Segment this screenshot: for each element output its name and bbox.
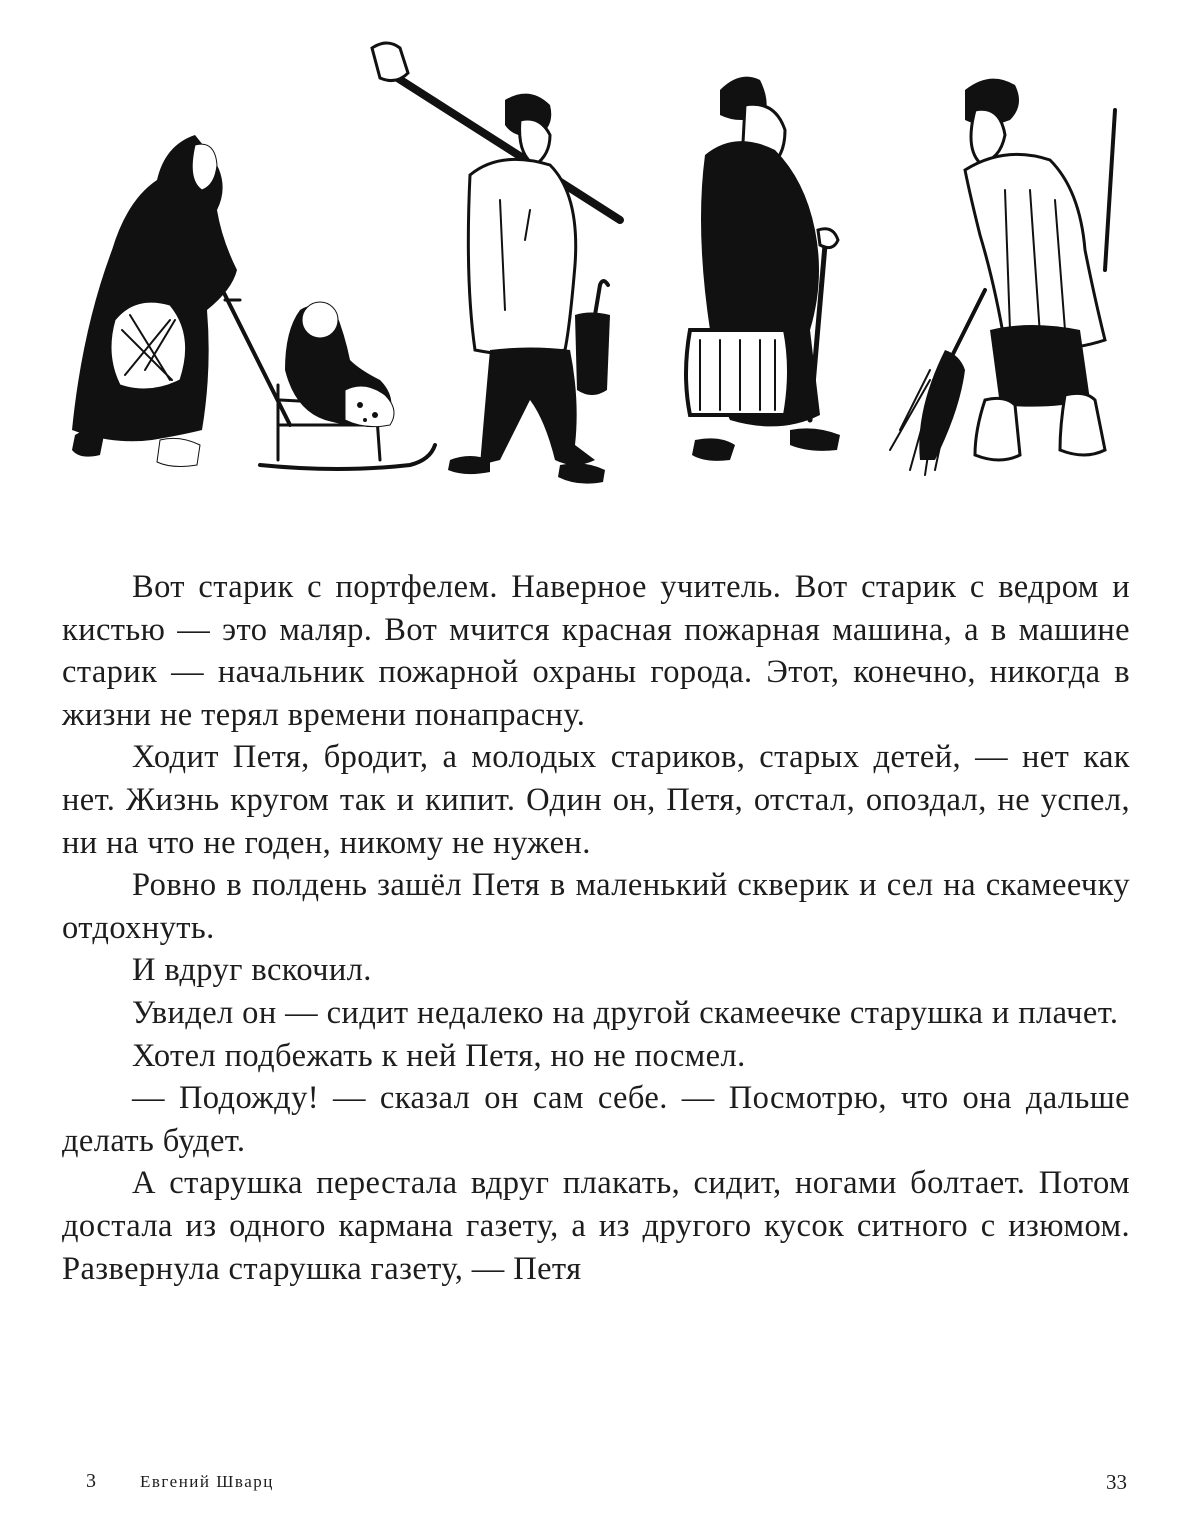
old-man-with-briefcase-figure bbox=[686, 77, 840, 461]
paragraph: — Подожду! — сказал он сам себе. — Посмотрю, что она дальше делать будет. bbox=[62, 1080, 1130, 1159]
paragraph: А старушка перестала вдруг плакать, сидит, ногами болтает. Потом достала из одного кармана газету, а из другого кусок ситного с изюмом. Развернула старушка газету, — Петя bbox=[62, 1165, 1130, 1287]
signature-author: Евгений Шварц bbox=[140, 1472, 274, 1491]
page-number: 33 bbox=[1106, 1470, 1127, 1494]
paragraph: Вот старик с портфелем. Наверное учитель. Вот старик с ведром и кистью — это маляр. Вот мчится красная пожарная машина, а в машине старик — начальник пожарной охраны города. Этот, конечно, никогда в жизни не терял времени понапрасну. bbox=[62, 569, 1130, 733]
paragraph: И вдруг вскочил. bbox=[132, 952, 372, 989]
page-footer bbox=[0, 1470, 1183, 1504]
old-woman-with-sled-figure bbox=[72, 135, 435, 469]
paragraph: Ходит Петя, бродит, а молодых стариков, старых детей, — нет как нет. Жизнь кругом так и кипит. Один он, Петя, отстал, опоздал, не успел, ни на что не годен, никому не нужен. bbox=[62, 739, 1130, 861]
signature-number: 3 bbox=[86, 1470, 96, 1492]
story-text bbox=[62, 566, 1130, 1290]
paragraph: Увидел он — сидит недалеко на другой скамеечке старушка и плачет. bbox=[132, 994, 1119, 1031]
illustration-four-figures bbox=[30, 30, 1140, 500]
paragraph: Ровно в полдень зашёл Петя в маленький скверик и сел на скамеечку отдохнуть. bbox=[62, 867, 1130, 946]
paragraph: Хотел подбежать к ней Петя, но не посмел. bbox=[132, 1037, 746, 1074]
painter-with-brush-figure bbox=[372, 43, 620, 484]
street-sweeper-figure bbox=[890, 79, 1115, 475]
